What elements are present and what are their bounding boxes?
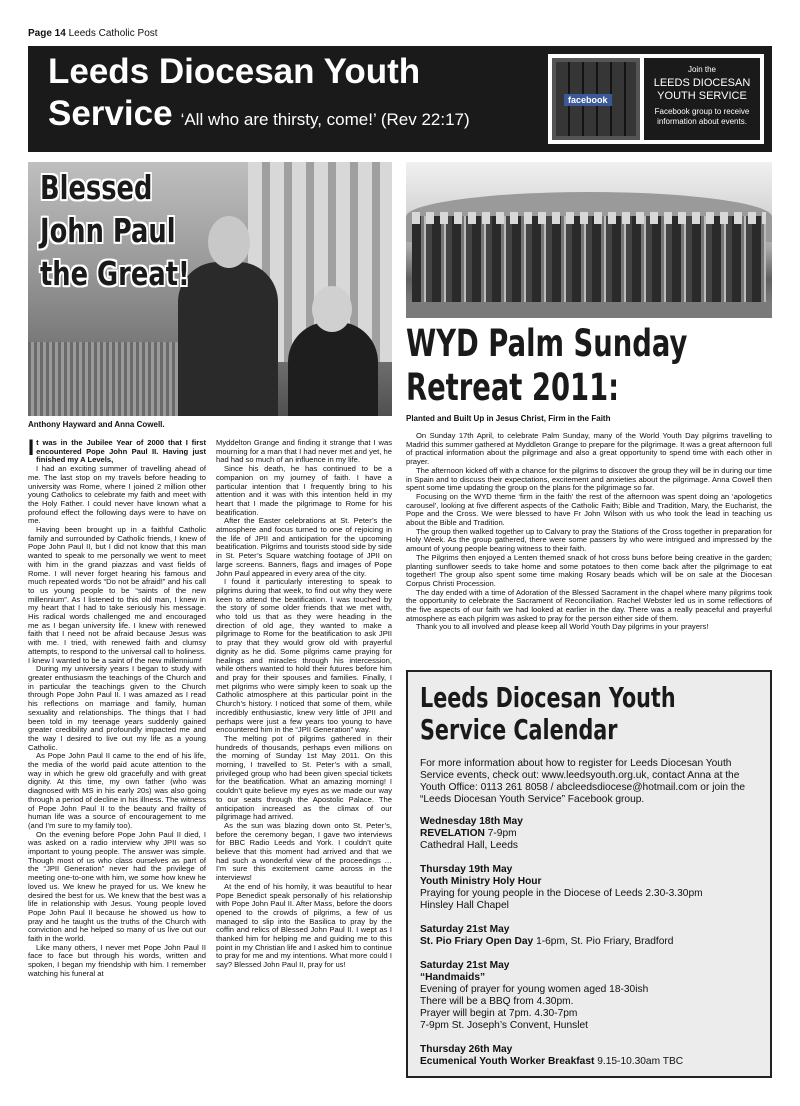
event-detail: Evening of prayer for young women aged 18-30ish xyxy=(420,984,649,995)
facebook-group-ad[interactable] xyxy=(548,54,764,144)
article2-headline xyxy=(406,322,687,410)
event-detail: 1-6pm, St. Pio Friary, Bradford xyxy=(533,936,674,947)
masthead-quote: ‘All who are thirsty, come!’ (Rev 22:17) xyxy=(180,110,470,129)
head xyxy=(312,286,352,332)
page-folio xyxy=(28,28,158,39)
article1-headline xyxy=(40,166,190,295)
event-title: Ecumenical Youth Worker Breakfast xyxy=(420,1056,595,1067)
event-title: REVELATION xyxy=(420,828,485,839)
event-title-line xyxy=(420,972,764,984)
article1-column-1 xyxy=(28,435,206,979)
desc-line1: Facebook group to receive xyxy=(654,107,750,116)
headline-line1: WYD Palm Sunday xyxy=(406,322,688,365)
facebook-ad-text xyxy=(644,58,760,140)
calendar-event xyxy=(420,816,764,852)
page-number: Page 14 xyxy=(28,28,66,39)
headline-line2: Retreat 2011: xyxy=(406,366,620,409)
head xyxy=(208,216,250,268)
lead-text: t was in the Jubilee Year of 2000 that I first encountered Pope John Paul II. Having just finished my A Levels, xyxy=(36,438,206,465)
paragraph: The Pilgrims then enjoyed a Lenten themed snack of hot cross buns before being creative in the garden; planting sunflower seeds to take home and some potatoes to then come back after the pilgrimage to eat together! The group also spent some time making Rosary beads which will be on sale at the Diocesan Corpus Christi Procession. xyxy=(406,552,772,588)
paragraph: Thank you to all involved and please keep all World Youth Day pilgrims in your prayers! xyxy=(416,622,709,632)
masthead-title-line1: Leeds Diocesan Youth xyxy=(48,52,421,91)
event-title-line xyxy=(420,828,764,840)
calendar-title-line1: Leeds Diocesan Youth xyxy=(420,681,676,714)
event-title: Youth Ministry Holy Hour xyxy=(420,876,542,887)
facebook-ad-group-name xyxy=(644,77,760,103)
masthead-title-service: Service xyxy=(48,94,173,133)
calendar-events xyxy=(420,816,764,1080)
facebook-thumbnail-image xyxy=(552,58,640,140)
paragraph: The melting pot of pilgrims gathered in their hundreds of thousands, perhaps even millions on the morning of Sunday 1st May 2011. On this morning, I travelled to St. Peter’s with a small, privileged group who had been given special tickets for the beatification. What an amazing morning! I couldn’t quite believe my eyes as we made our way to our seats through the Apostolic Palace. The anticipation increased as the climax of our pilgrimage had arrived. xyxy=(216,733,392,822)
desc-line2: information about events. xyxy=(657,117,747,126)
facebook-ad-join: Join the xyxy=(687,65,717,74)
article1-column-2 xyxy=(216,439,392,970)
event-location: Cathedral Hall, Leeds xyxy=(420,840,518,851)
event-title: “Handmaids” xyxy=(420,972,486,983)
calendar-intro: For more information about how to register for Leeds Diocesan Youth Service events, check out: www.leedsyouth.org.uk, contact Anna at the Youth Office: 0113 261 8058 / abcleedsdiocese@hotmail.com or join the “Leeds Diocesan Youth Service” Facebook group. xyxy=(420,758,746,805)
article2-subhead: Planted and Built Up in Jesus Christ, Firm in the Faith xyxy=(406,414,611,423)
masthead-title-line2 xyxy=(48,94,470,134)
headline-line3: the Great! xyxy=(40,254,190,293)
paragraph: The afternoon kicked off with a chance for the pilgrims to discover the group they will be in during our time in Spain and to discuss their expectations, excitement and anxieties about the pilgrimage. Anna Cowell then spent some time updating the group on the plans for the pilgrimage so far. xyxy=(406,465,772,493)
event-date: Wednesday 18th May xyxy=(420,816,523,827)
calendar-event xyxy=(420,864,764,912)
paragraph: During my university years I began to study with greater enthusiasm the teachings of the Church and in particular the teachings given to the Church through Pope John Paul II. I was amazed as I read his reflections on marriage and family, human sexuality and relationships. The things that I had been told in my teenage years suddenly gained greater credibility and profoundly impacted me and the way I desired to live out my life as a young Catholic. xyxy=(28,664,206,752)
paragraph: Myddelton Grange and finding it strange that I was mourning for a man that I had never met and yet, he had had so much of an influence in my life. xyxy=(216,438,392,465)
calendar-title-line2: Service Calendar xyxy=(420,713,618,746)
paragraph: Since his death, he has continued to be a companion on my journey of faith. I have a particular intention that I frequently bring to his attention and it was with this intention held in my heart that I made the pilgrimage to Rome for his beatification. xyxy=(216,464,392,517)
paragraph: I found it particularly interesting to speak to pilgrims during that week, to find out why they were keen to attend the beatification. I was touched by the story of some older friends that we met with, who told us that as they were heading in the direction of old age, they wanted to make a pilgrimage to Rome for the beatification to ask JPII to pray that they would grow old with prayerful dignity as he did. Some pilgrims came praying for healings and miracles through his intercession, while others wanted to hold their futures before him and pray for their spouses and families. Finally, I met pilgrims who were simply keen to soak up the Catholic atmosphere at this particular point in the Church’s history. I noticed that some of them, while incredibly enthusiastic, knew very little of JPII and perhaps were just a few years too young to have encountered him in the “JPII Generation” way. xyxy=(216,577,392,735)
headline-line2: John Paul xyxy=(40,211,176,250)
facebook-ad-description xyxy=(644,107,760,127)
faces xyxy=(412,212,766,224)
event-detail: 9.15-10.30am TBC xyxy=(594,1056,684,1067)
calendar-title xyxy=(420,682,676,746)
event-detail: 7-9pm xyxy=(484,828,517,839)
event-location: Hinsley Hall Chapel xyxy=(420,900,509,911)
calendar-event xyxy=(420,924,764,948)
calendar-event xyxy=(420,960,764,1032)
paragraph: As Pope John Paul II came to the end of his life, the media of the world paid acute attention to the way in which he grew old gracefully and with great dignity. At this time, my own father (who was diagnosed with MS in his early 20s) was also going through a period of decline in his illness. The witness of Pope John Paul II to the beauty and frailty of human life was a source of encouragement to me (and I’m sure to my family too). xyxy=(28,751,206,830)
paragraph: At the end of his homily, it was beautiful to hear Pope Benedict speak personally of his relationship with Pope John Paul II. After Mass, before the doors opened to the crowds of pilgrims, a few of us managed to slip into the Basilica to pray by the coffin and relics of Blessed John Paul II. I wept as I thanked him for helping me and guiding me to this point in my Christian life and I asked him to continue to pray for me and my intentions. What more could I say? Blessed John Paul II, pray for us! xyxy=(216,881,392,970)
paragraph: Having been brought up in a faithful Catholic family and surrounded by Catholic friends, I knew of Pope John Paul II, but I did not know that this man wanted to speak to me personally we went to meet with him in the grand piazzas and vast fields of Rome. I will never forget hearing his famous and much repeated words “Do not be afraid!” and his call to us young people to be “saints of the new millennium”. As I listened to this old man, I knew in my heart that I had to take seriously his message. His radical words challenged me and encouraged me as I began university life. I knew with renewed faith that I need not be afraid because Jesus was with me. I tried, with renewed faith and clumsy attempts, to respond to the universal call to holiness. I knew I wanted to be a saint of the new millennium! xyxy=(28,525,206,665)
grass xyxy=(406,302,772,318)
event-title-line xyxy=(420,1056,764,1068)
event-detail: There will be a BBQ from 4.30pm. xyxy=(420,996,574,1007)
paragraph: On Sunday 17th April, to celebrate Palm Sunday, many of the World Youth Day pilgrims travelling to Madrid this summer gathered at Myddleton Grange to prepare for the pilgrimage. It was a great afternoon full of practical information about the pilgrimage and also a great opportunity to spend time with each other in prayer. xyxy=(406,431,772,467)
facebook-logo: facebook xyxy=(564,94,612,106)
event-detail: Prayer will begin at 7pm. 4.30-7pm xyxy=(420,1008,578,1019)
event-date: Thursday 19th May xyxy=(420,864,513,875)
paragraph: After the Easter celebrations at St. Peter’s the atmosphere and focus turned to one of rejoicing in the life of JPII and anticipation for the upcoming beatification. Pilgrims and tourists stood side by side in St. Peter’s Square watching footage of JPII on large screens. Banners, flags and images of Pope John Paul appeared in every area of the city. xyxy=(216,516,393,578)
event-date: Saturday 21st May xyxy=(420,924,510,935)
pilgrim-group xyxy=(412,216,766,302)
calendar-box xyxy=(406,670,772,1078)
publication-name: Leeds Catholic Post xyxy=(68,28,158,39)
headline-line1: Blessed xyxy=(40,168,153,207)
wyd-group-photo xyxy=(406,162,772,318)
masthead-banner xyxy=(28,46,772,152)
paragraph: Focusing on the WYD theme ‘firm in the faith’ the rest of the afternoon was spent doing an ‘apologetics carousel’, looking at five different aspects of the Catholic Faith; Bible and Tradition, Mary, the Eucharist, the Pope and the Cross. We were blessed to have Fr John Wilson with us who took the lead in teaching us about the Bible and Tradition. xyxy=(406,491,772,528)
event-date: Thursday 26th May xyxy=(420,1044,513,1055)
paragraph: The day ended with a time of Adoration of the Blessed Sacrament in the chapel where many pilgrims took the opportunity to celebrate the Sacrament of Reconciliation. Rachel Webster led us in some reflections of the five aspects of our faith we had looked at earlier in the day. There was a really peaceful and prayerful atmosphere as each pilgrim was asked to pray for the person either side of them. xyxy=(406,587,772,623)
paragraph: I had an exciting summer of travelling ahead of me. The last stop on my travels before heading to university was Rome, where I joined 2 million other young Catholics to celebrate my faith and meet with the Holy Father. I could never have known what a profound effect the following days were to have on me. xyxy=(28,464,206,526)
person-anthony xyxy=(178,262,278,416)
photo-caption: Anthony Hayward and Anna Cowell. xyxy=(28,420,165,429)
event-location: 7-9pm St. Joseph’s Convent, Hunslet xyxy=(420,1020,588,1031)
drop-cap: I xyxy=(28,435,35,460)
event-title-line xyxy=(420,936,764,948)
article2-body xyxy=(406,432,772,632)
event-detail: Praying for young people in the Diocese of Leeds 2.30-3.30pm xyxy=(420,888,703,899)
group-name-line1: LEEDS DIOCESAN xyxy=(653,77,751,89)
paragraph: As the sun was blazing down onto St. Peter’s, before the ceremony began, I gave two interviews for BBC Radio Leeds and York. I couldn’t quite believe that this moment had arrived and that we had such a wonderful view of the proceedings … I’m sure this excitement came across in the interviews! xyxy=(216,820,392,883)
event-title: St. Pio Friary Open Day xyxy=(420,936,534,947)
calendar-event xyxy=(420,1044,764,1068)
event-title-line xyxy=(420,876,764,888)
paragraph: Like many others, I never met Pope John Paul II face to face but through his words, written and spoken, I began my friendship with him. I remember watching his funeral at xyxy=(28,942,206,978)
person-anna xyxy=(288,322,378,416)
paragraph: On the evening before Pope John Paul II died, I was asked on a radio interview why JPII was so important to young people. The answer was simple. Though most of us who class ourselves as part of the “JPII Generation” never had the privilege of meeting one-to-one with him, we some how knew he loved us. We knew he prayed for us. We knew he desired the best for us. We knew that the best was a life in relationship with Jesus. Young people loved Pope John Paul II because he showed us how to pray and he taught us the truths of the Church with conviction and he helped so many of us live out our faith in the world. xyxy=(28,829,206,944)
event-date: Saturday 21st May xyxy=(420,960,510,971)
article1-lead xyxy=(28,435,206,465)
paragraph: The group then walked together up to Calvary to pray the Stations of the Cross together in preparation for Holy Week. As the group gathered, there were some passers by who were intrigued and impressed by the amount of young people bearing witness to their faith. xyxy=(406,526,772,554)
group-name-line2: YOUTH SERVICE xyxy=(657,90,747,102)
